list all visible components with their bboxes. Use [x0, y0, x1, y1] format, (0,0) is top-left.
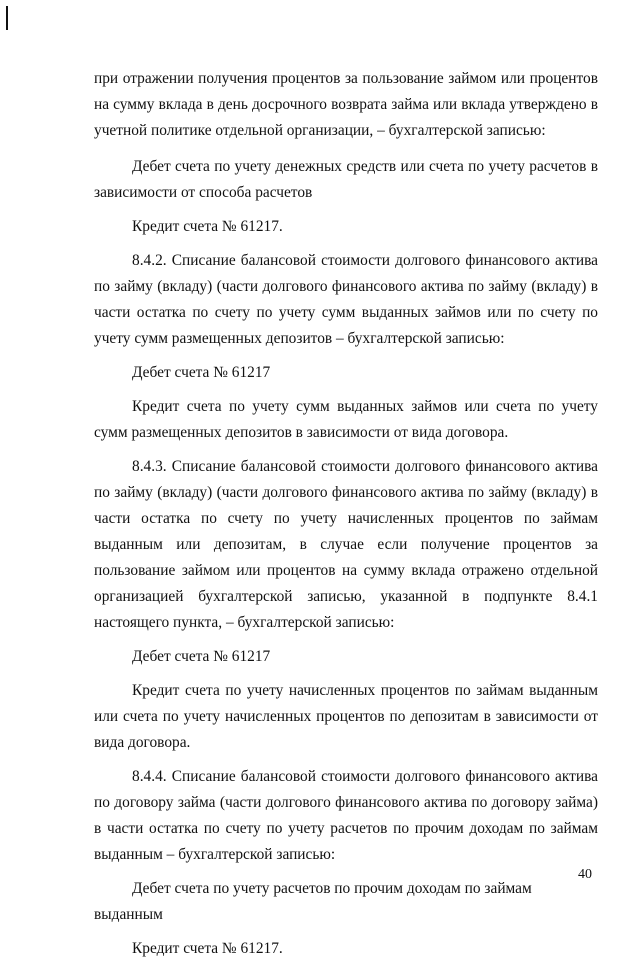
- entry-debit-8-4-2: Дебет счета № 61217: [132, 364, 271, 381]
- entry-credit-8-4-3: Кредит счета по учету начисленных процентов по займам выданным или счета по учету начисленных процентов по депозитам в зависимости от вида договора.: [94, 682, 598, 751]
- document-page: [94, 66, 598, 962]
- entry-credit-1: Кредит счета № 61217.: [132, 218, 283, 235]
- entry-credit-8-4-4: Кредит счета № 61217.: [132, 940, 283, 957]
- paragraph-8-4-3: 8.4.3. Списание балансовой стоимости долгового финансового актива по займу (вкладу) (части долгового финансового актива по займу (вкладу) в части остатка по счету по учету начисленных процентов по займам выданным или депозитам, в случае если получение процентов за пользование займом или процентов на сумму вклада отражено отдельной организацией бухгалтерской записью, указанной в подпункте 8.4.1 настоящего пункта, – бухгалтерской записью:: [94, 458, 598, 631]
- entry-debit-8-4-4: Дебет счета по учету расчетов по прочим доходам по займам выданным: [94, 880, 532, 923]
- entry-credit-8-4-2: Кредит счета по учету сумм выданных займов или счета по учету сумм размещенных депозитов в зависимости от вида договора.: [94, 398, 598, 441]
- paragraph-8-4-4: 8.4.4. Списание балансовой стоимости долгового финансового актива по договору займа (части долгового финансового актива по договору займа) в части остатка по счету по учету расчетов по прочим доходам по займам выданным – бухгалтерской записью:: [94, 768, 598, 863]
- paragraph-8-4-2: 8.4.2. Списание балансовой стоимости долгового финансового актива по займу (вкладу) (части долгового финансового актива по займу (вкладу) в части остатка по счету по учету сумм выданных займов или по счету по учету сумм размещенных депозитов – бухгалтерской записью:: [94, 252, 598, 347]
- entry-debit-1: Дебет счета по учету денежных средств или счета по учету расчетов в зависимости от способа расчетов: [94, 158, 598, 201]
- paragraph-intro: при отражении получения процентов за пользование займом или процентов на сумму вклада в день досрочного возврата займа или вклада утверждено в учетной политике отдельной организации, – бухгалтерской записью:: [94, 70, 598, 139]
- left-margin-rule: [6, 6, 8, 30]
- entry-debit-8-4-3: Дебет счета № 61217: [132, 648, 271, 665]
- page-number: 40: [578, 867, 592, 882]
